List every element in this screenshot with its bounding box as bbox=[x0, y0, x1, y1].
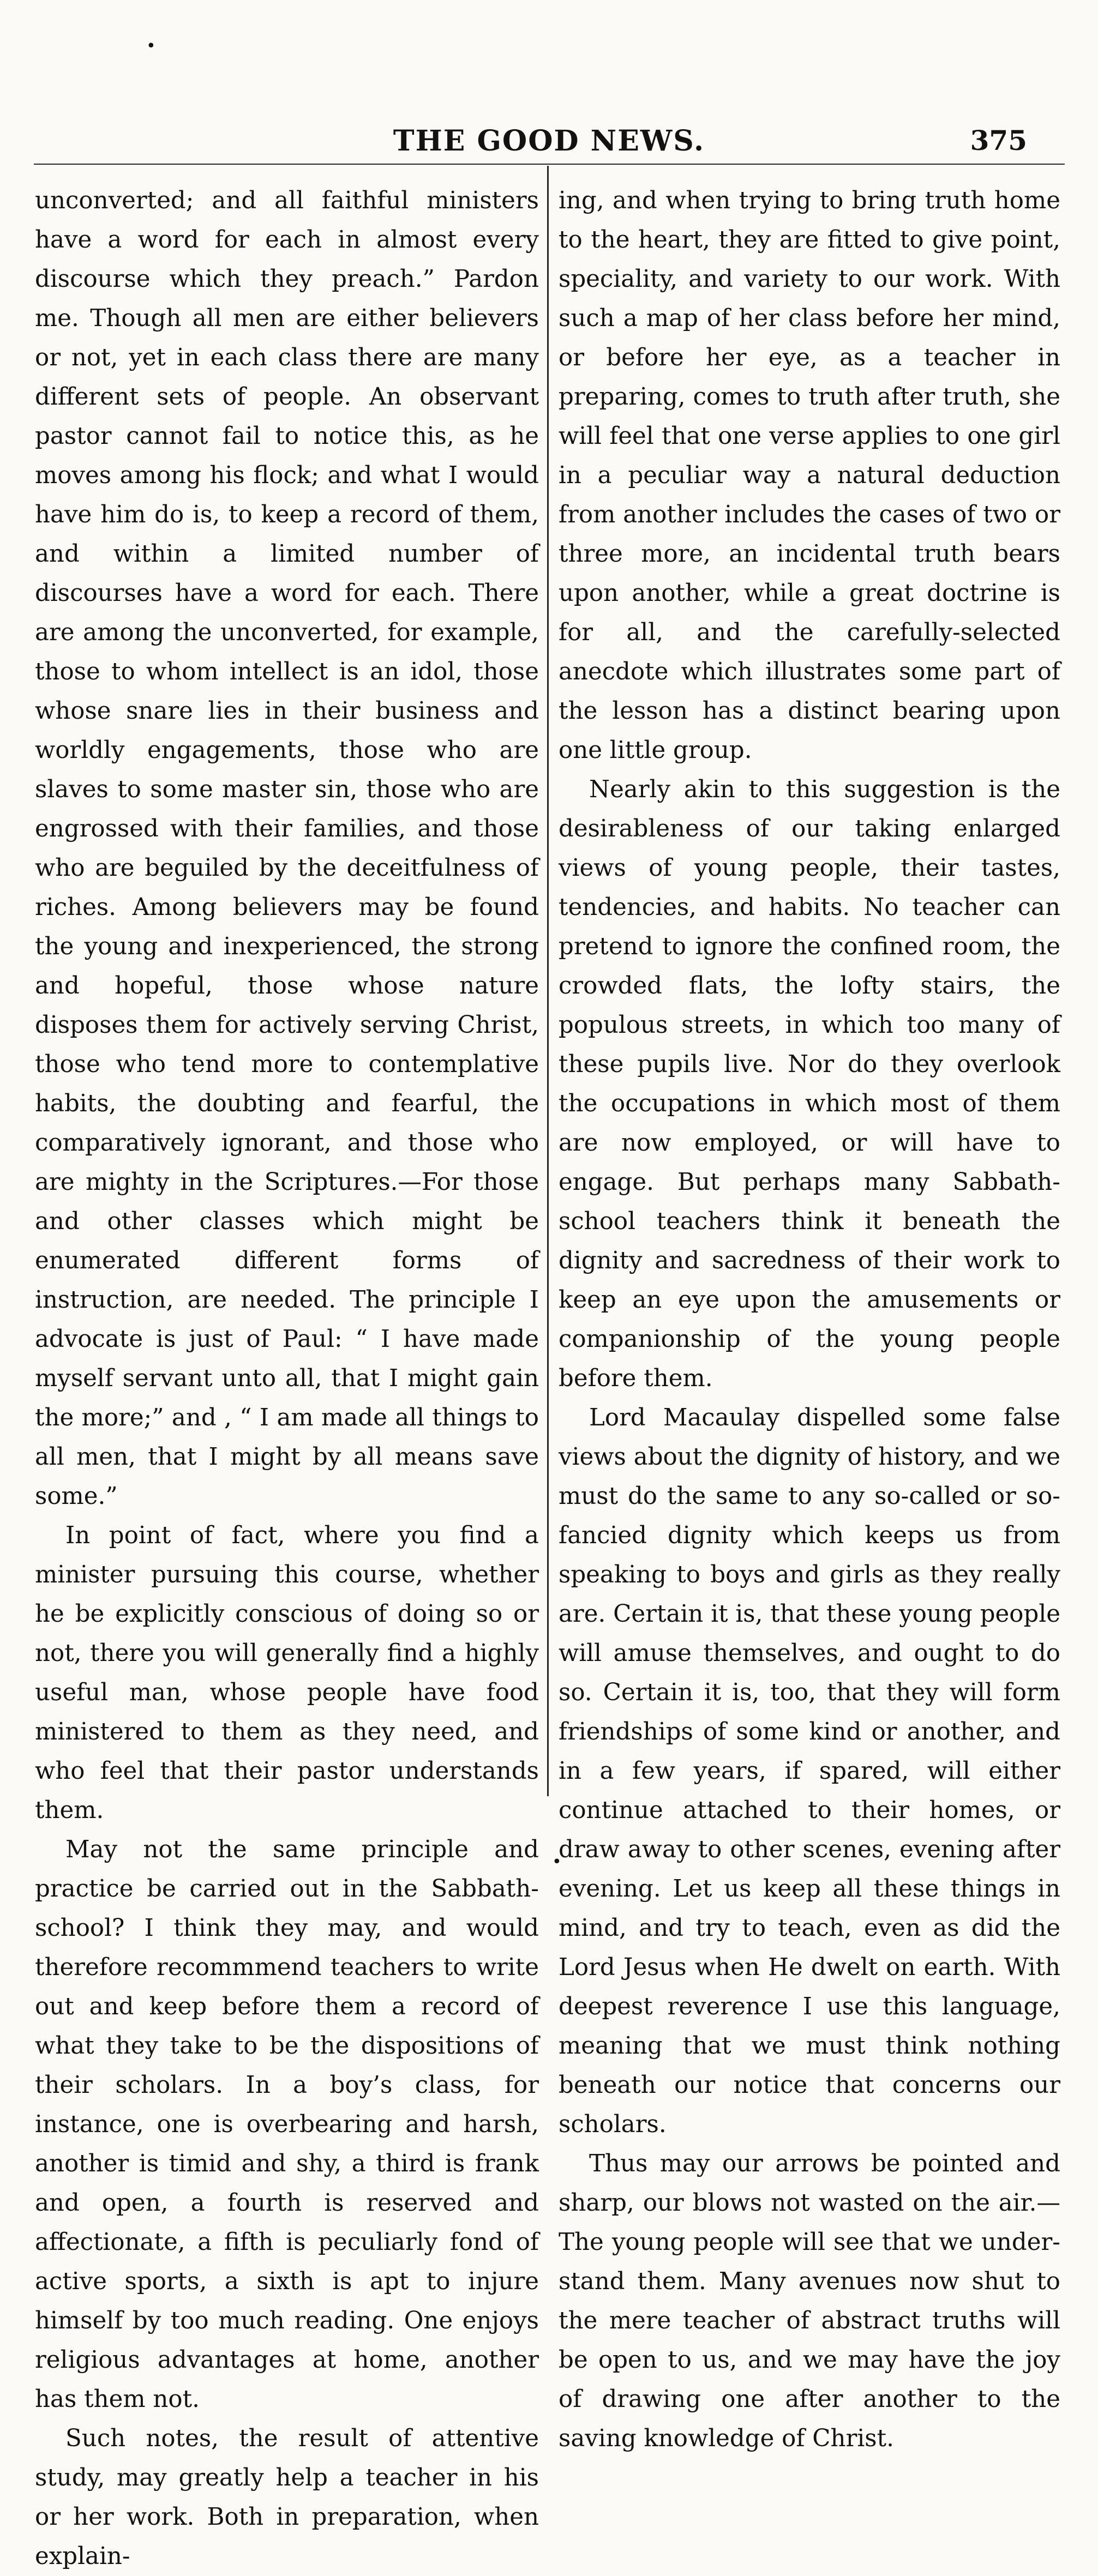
column-divider bbox=[547, 166, 549, 1796]
speck-mark: • bbox=[552, 1852, 562, 1871]
right-paragraph-2: Nearly akin to this suggestion is the desirableness of our taking enlarged views of young people, their tastes, tendencies, and habits. No teacher can pretend to ignore the confined room, the crowded flats, the lofty stairs, the populous streets, in which too many of these pupils live. Nor do they overlook the occupations in which most of them are now employed, or will have to engage. But perhaps many Sabbath-school teachers think it beneath the dignity and sacredness of their work to keep an eye upon the amusements or companionship of the young people before them. bbox=[559, 776, 1060, 1392]
right-column bbox=[559, 181, 1060, 2458]
header-rule bbox=[34, 164, 1065, 165]
page-header bbox=[33, 124, 1065, 162]
left-paragraph-1: unconverted; and all faithful ministers have a word for each in almost every discourse which they preach.” Pardon me. Though all men are either believers or not, yet in each class there are many different sets of people. An observant pastor cannot fail to notice this, as he moves among his flock; and what I would have him do is, to keep a record of them, and within a limited number of discourses have a word for each. There are among the unconverted, for example, those to whom intellect is an idol, those whose snare lies in their business and worldly engagements, those who are slaves to some master sin, those who are engrossed with their families, and those who are beguiled by the deceitfulness of riches. Among believers may be found the young and inexperienced, the strong and hopeful, those whose nature disposes them for actively serving Christ, those who tend more to contemplative habits, the doubting and fearful, the comparatively ignorant, and those who are mighty in the Scriptures.—For those and other classes which might be enumerated different forms of instruction, are needed. The principle I advocate is just of Paul: “ I have made myself servant unto all, that I might gain the more;” and , “ I am made all things to all men, that I might by all means save some.” bbox=[35, 187, 539, 1510]
left-column bbox=[35, 181, 539, 2576]
speck-mark: • bbox=[146, 37, 156, 56]
page-number: 375 bbox=[970, 124, 1027, 157]
right-paragraph-3: Lord Macaulay dispelled some false views about the dignity of history, and we must do the same to any so-called or so-fancied dignity which keeps us from speaking to boys and girls as they really are. Certain it is, that these young people will amuse themselves, and ought to do so. Certain it is, too, that they will form friendships of some kind or another, and in a few years, if spared, will either continue attached to their homes, or draw away to other scenes, evening after evening. Let us keep all these things in mind, and try to teach, even as did the Lord Jesus when He dwelt on earth. With deepest reverence I use this language, meaning that we must think nothing beneath our notice that concerns our scholars. bbox=[559, 1404, 1060, 2138]
left-paragraph-2: In point of fact, where you find a minister pursuing this course, whether he be explicitly conscious of doing so or not, there you will generally find a highly useful man, whose people have food ministered to them as they need, and who feel that their pastor understands them. bbox=[35, 1522, 539, 1824]
running-title: THE GOOD NEWS. bbox=[393, 124, 705, 158]
right-paragraph-4: Thus may our arrows be pointed and sharp, our blows not wasted on the air.—The young people will see that we understand them. Many avenues now shut to the mere teacher of abstract truths will be open to us, and we may have the joy of drawing one after another to the saving knowledge of Christ. bbox=[559, 2150, 1060, 2452]
left-paragraph-4: Such notes, the result of attentive study, may greatly help a teacher in his or her work. Both in preparation, when explain- bbox=[35, 2425, 539, 2570]
right-paragraph-1: ing, and when trying to bring truth home to the heart, they are fitted to give point, speciality, and variety to our work. With such a map of her class before her mind, or before her eye, as a teacher in preparing, comes to truth after truth, she will feel that one verse applies to one girl in a peculiar way a natural deduction from another includes the cases of two or three more, an incidental truth bears upon another, while a great doctrine is for all, and the carefully-selected anecdote which illustrates some part of the lesson has a distinct bearing upon one little group. bbox=[559, 187, 1060, 764]
left-paragraph-3: May not the same principle and practice be carried out in the Sabbath-school? I think they may, and would therefore recommmend teachers to write out and keep before them a record of what they take to be the dispositions of their scholars. In a boy’s class, for instance, one is overbearing and harsh, another is timid and shy, a third is frank and open, a fourth is reserved and affectionate, a fifth is peculiarly fond of active sports, a sixth is apt to injure himself by too much reading. One enjoys religious advantages at home, another has them not. bbox=[35, 1836, 539, 2413]
